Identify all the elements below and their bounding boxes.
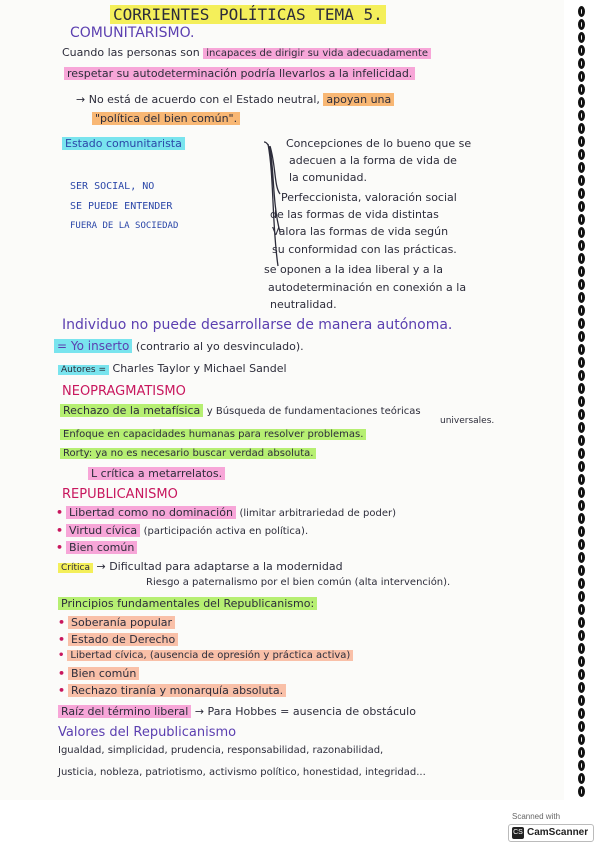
comunitarismo-line-4 bbox=[92, 113, 240, 124]
spiral-ring bbox=[578, 552, 585, 563]
principio-1 bbox=[58, 617, 175, 628]
spiral-ring bbox=[578, 292, 585, 303]
spiral-ring bbox=[578, 565, 585, 576]
highlighted-text: Raíz del término liberal bbox=[58, 705, 191, 718]
ser-social-3: FUERA DE LA SOCIEDAD bbox=[70, 221, 179, 231]
comunitarismo-line-1 bbox=[62, 47, 431, 59]
spiral-ring bbox=[578, 357, 585, 368]
scanner-caption: Scanned with bbox=[512, 812, 561, 821]
line-text: (limitar arbitrariedad de poder) bbox=[239, 508, 396, 519]
highlighted-text: Libertad cívica, (ausencia de opresión y práctica activa) bbox=[67, 650, 353, 661]
spiral-ring bbox=[578, 643, 585, 654]
spiral-ring bbox=[578, 695, 585, 706]
spiral-ring bbox=[578, 188, 585, 199]
bullet-icon: • bbox=[56, 506, 64, 519]
highlighted-text: L crítica a metarrelatos. bbox=[88, 467, 225, 480]
highlighted-text: Rechazo tiranía y monarquía absoluta. bbox=[68, 684, 286, 697]
highlighted-text: Libertad como no dominación bbox=[66, 506, 236, 519]
comunitarismo-line-2 bbox=[64, 68, 415, 79]
universales-line: universales. bbox=[440, 416, 495, 426]
branch-line-7: su conformidad con las prácticas. bbox=[272, 243, 457, 256]
highlighted-text: Enfoque en capacidades humanas para resolver problemas. bbox=[60, 429, 366, 440]
principio-5 bbox=[58, 685, 286, 696]
bullet-icon: • bbox=[58, 633, 66, 646]
branch-line-8: se oponen a la idea liberal y a la bbox=[264, 263, 443, 276]
highlighted-text: "política del bien común". bbox=[92, 112, 240, 125]
spiral-ring bbox=[578, 578, 585, 589]
line-text: Charles Taylor y Michael Sandel bbox=[112, 362, 287, 375]
highlighted-text: Crítica bbox=[58, 563, 93, 573]
highlighted-text: Bien común bbox=[66, 541, 137, 554]
line-text: Dificultad para adaptarse a la modernidad bbox=[109, 560, 343, 573]
spiral-ring bbox=[578, 604, 585, 615]
spiral-ring bbox=[578, 58, 585, 69]
individuo-line: Individuo no puede desarrollarse de manera autónoma. bbox=[62, 317, 453, 333]
spiral-ring bbox=[578, 331, 585, 342]
branch-line-10: neutralidad. bbox=[270, 298, 337, 311]
spiral-ring bbox=[578, 721, 585, 732]
line-text: → No está de acuerdo con el Estado neutral, bbox=[76, 93, 320, 106]
spiral-ring bbox=[578, 123, 585, 134]
spiral-ring bbox=[578, 409, 585, 420]
line-text: → Para Hobbes = ausencia de obstáculo bbox=[194, 705, 416, 718]
valores-line-1: Igualdad, simplicidad, prudencia, responsabilidad, razonabilidad, bbox=[58, 745, 384, 756]
spiral-ring bbox=[578, 461, 585, 472]
highlighted-text: Soberanía popular bbox=[68, 616, 175, 629]
line-text: (contrario al yo desvinculado). bbox=[135, 340, 304, 353]
autores-line bbox=[58, 363, 287, 375]
yo-inserto-line bbox=[54, 340, 304, 352]
branch-line-6: Valora las formas de vida según bbox=[272, 225, 449, 238]
highlighted-text: respetar su autodeterminación podría llevarlos a la infelicidad. bbox=[64, 67, 415, 80]
spiral-ring bbox=[578, 370, 585, 381]
republicanismo-item-2 bbox=[56, 525, 308, 537]
bullet-icon: • bbox=[56, 524, 64, 537]
bullet-icon: • bbox=[58, 667, 66, 680]
line-text: y Búsqueda de fundamentaciones teóricas bbox=[206, 406, 421, 417]
principio-2 bbox=[58, 634, 178, 645]
spiral-ring bbox=[578, 240, 585, 251]
spiral-ring bbox=[578, 175, 585, 186]
enfoque-line bbox=[60, 430, 366, 440]
spiral-ring bbox=[578, 708, 585, 719]
comunitarismo-line-3 bbox=[76, 94, 394, 105]
spiral-ring bbox=[578, 396, 585, 407]
highlighted-text: apoyan una bbox=[323, 93, 394, 106]
spiral-ring bbox=[578, 448, 585, 459]
critica-line-1 bbox=[58, 561, 343, 573]
spiral-ring bbox=[578, 734, 585, 745]
spiral-ring bbox=[578, 305, 585, 316]
spiral-ring bbox=[578, 539, 585, 550]
spiral-ring bbox=[578, 435, 585, 446]
spiral-ring bbox=[578, 149, 585, 160]
bullet-icon: • bbox=[56, 541, 64, 554]
rechazo-line bbox=[60, 405, 421, 417]
spiral-ring bbox=[578, 32, 585, 43]
spiral-ring bbox=[578, 422, 585, 433]
camscanner-watermark bbox=[508, 812, 594, 844]
branch-line-3: la comunidad. bbox=[289, 171, 367, 184]
spiral-ring bbox=[578, 656, 585, 667]
spiral-ring bbox=[578, 773, 585, 784]
scanner-badge bbox=[508, 824, 594, 842]
valores-heading: Valores del Republicanismo bbox=[58, 725, 237, 740]
highlighted-text: Rechazo de la metafísica bbox=[60, 404, 203, 417]
bullet-icon: • bbox=[58, 684, 66, 697]
spiral-ring bbox=[578, 591, 585, 602]
spiral-ring bbox=[578, 279, 585, 290]
bullet-icon: • bbox=[58, 616, 66, 629]
line-text: (participación activa en política). bbox=[143, 526, 309, 537]
spiral-ring bbox=[578, 266, 585, 277]
spiral-ring bbox=[578, 136, 585, 147]
spiral-ring bbox=[578, 513, 585, 524]
spiral-ring bbox=[578, 760, 585, 771]
camscanner-logo-icon: CS bbox=[512, 827, 524, 839]
branch-line-4: Perfeccionista, valoración social bbox=[281, 191, 457, 204]
spiral-ring bbox=[578, 630, 585, 641]
highlighted-text: Estado comunitarista bbox=[62, 137, 185, 150]
spiral-ring bbox=[578, 110, 585, 121]
page-title bbox=[110, 7, 386, 23]
rorty-line bbox=[60, 449, 316, 459]
branch-line-5: de las formas de vida distintas bbox=[270, 208, 439, 221]
branch-line-1: Concepciones de lo bueno que se bbox=[286, 137, 472, 150]
spiral-ring bbox=[578, 617, 585, 628]
spiral-ring bbox=[578, 71, 585, 82]
spiral-ring bbox=[578, 84, 585, 95]
spiral-ring bbox=[578, 6, 585, 17]
spiral-ring bbox=[578, 201, 585, 212]
raiz-line bbox=[58, 706, 416, 717]
estado-comunitarista-label bbox=[62, 138, 185, 149]
spiral-ring bbox=[578, 383, 585, 394]
highlighted-text: Autores = bbox=[58, 365, 109, 375]
highlighted-text: Rorty: ya no es necesario buscar verdad absoluta. bbox=[60, 448, 316, 459]
highlighted-text: Virtud cívica bbox=[66, 524, 140, 537]
spiral-ring bbox=[578, 682, 585, 693]
principio-4 bbox=[58, 668, 139, 679]
spiral-ring bbox=[578, 227, 585, 238]
scanner-name: CamScanner bbox=[527, 827, 589, 838]
spiral-ring bbox=[578, 45, 585, 56]
republicanismo-item-3 bbox=[56, 542, 137, 553]
title-text: CORRIENTES POLÍTICAS TEMA 5. bbox=[110, 5, 386, 24]
neopragmatismo-heading: NEOPRAGMATISMO bbox=[62, 384, 186, 399]
highlighted-text: incapaces de dirigir su vida adecuadamente bbox=[203, 48, 431, 59]
highlighted-text: Estado de Derecho bbox=[68, 633, 178, 646]
spiral-ring bbox=[578, 253, 585, 264]
principio-3 bbox=[58, 651, 353, 661]
spiral-ring bbox=[578, 19, 585, 30]
line-text: Cuando las personas son bbox=[62, 46, 200, 59]
critica-metarrelatos-line bbox=[88, 468, 225, 479]
spiral-ring bbox=[578, 786, 585, 797]
highlighted-text: Bien común bbox=[68, 667, 139, 680]
ser-social-1: SER SOCIAL, NO bbox=[70, 181, 155, 192]
spiral-ring bbox=[578, 214, 585, 225]
branch-line-9: autodeterminación en conexión a la bbox=[268, 281, 467, 294]
spiral-ring bbox=[578, 344, 585, 355]
republicanismo-heading: REPUBLICANISMO bbox=[62, 487, 178, 502]
ser-social-2: SE PUEDE ENTENDER bbox=[70, 201, 173, 212]
spiral-ring bbox=[578, 474, 585, 485]
principios-heading bbox=[58, 598, 317, 609]
spiral-ring bbox=[578, 97, 585, 108]
spiral-ring bbox=[578, 526, 585, 537]
spiral-ring bbox=[578, 669, 585, 680]
branch-line-2: adecuen a la forma de vida de bbox=[289, 154, 457, 167]
highlighted-text: = Yo inserto bbox=[54, 339, 132, 353]
valores-line-2: Justicia, nobleza, patriotismo, activismo político, honestidad, integridad... bbox=[58, 767, 426, 778]
spiral-ring bbox=[578, 487, 585, 498]
bullet-icon: • bbox=[58, 650, 65, 661]
republicanismo-item-1 bbox=[56, 507, 396, 519]
highlighted-text: Principios fundamentales del Republicanismo: bbox=[58, 597, 317, 610]
critica-line-2: Riesgo a paternalismo por el bien común (alta intervención). bbox=[146, 577, 451, 588]
arrow-right-icon: → bbox=[96, 560, 106, 573]
spiral-ring bbox=[578, 747, 585, 758]
comunitarismo-heading: COMUNITARISMO. bbox=[70, 25, 195, 41]
spiral-ring bbox=[578, 162, 585, 173]
spiral-ring bbox=[578, 500, 585, 511]
spiral-ring bbox=[578, 318, 585, 329]
